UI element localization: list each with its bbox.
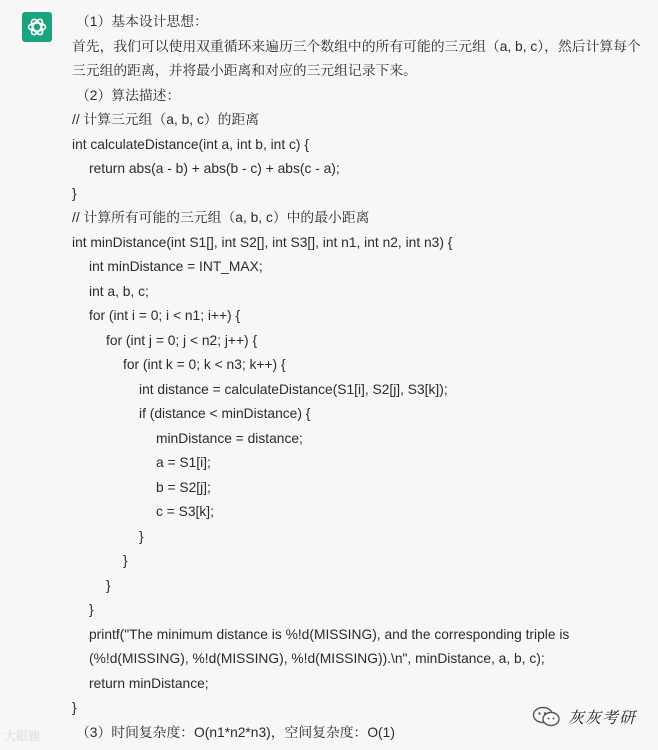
assistant-avatar bbox=[22, 12, 52, 42]
code-line: int distance = calculateDistance(S1[i], S2[j], S3[k]); bbox=[139, 381, 448, 397]
code-line: c = S3[k]; bbox=[156, 504, 214, 519]
watermark-right bbox=[532, 705, 636, 728]
code-line: a = S1[i]; bbox=[156, 455, 211, 470]
code-line: // 计算所有可能的三元组（a, b, c）中的最小距离 bbox=[72, 210, 370, 225]
code-line: int a, b, c; bbox=[89, 283, 149, 299]
wechat-icon bbox=[532, 706, 562, 728]
code-line: int minDistance(int S1[], int S2[], int S3[], int n1, int n2, int n3) { bbox=[72, 234, 453, 250]
watermark-left-text: 大眼鹿 bbox=[4, 729, 41, 743]
code-line: return minDistance; bbox=[89, 675, 209, 691]
paragraph-design-idea: 首先，我们可以使用双重循环来遍历三个数组中的所有可能的三元组（a, b, c），然后计算每个三元组的距离，并将最小距离和对应的三元组记录下来。 bbox=[72, 38, 641, 78]
code-line-printf: printf("The minimum distance is %!d(MISSING), and the corresponding triple is (%!d(MISSING), %!d(MISSING), %!d(MISSING)).\n", minDistance, a, b, c); bbox=[89, 626, 570, 666]
code-line: } bbox=[123, 553, 128, 568]
code-line: int calculateDistance(int a, int b, int c) { bbox=[72, 136, 309, 152]
code-line: int minDistance = INT_MAX; bbox=[89, 259, 263, 274]
code-line: b = S2[j]; bbox=[156, 479, 211, 495]
code-line: } bbox=[72, 700, 77, 715]
code-line: return abs(a - b) + abs(b - c) + abs(c - a); bbox=[89, 161, 340, 176]
assistant-message bbox=[72, 10, 652, 745]
section-heading-complexity: （3）时间复杂度：O(n1*n2*n3)，空间复杂度：O(1) bbox=[76, 724, 395, 740]
code-line: } bbox=[139, 528, 144, 544]
code-line: } bbox=[89, 602, 94, 617]
section-heading-algorithm: （2）算法描述： bbox=[76, 87, 181, 103]
code-line: for (int i = 0; i < n1; i++) { bbox=[89, 308, 241, 323]
code-line: minDistance = distance; bbox=[156, 430, 303, 446]
code-line: for (int k = 0; k < n3; k++) { bbox=[123, 357, 286, 372]
openai-logo-icon bbox=[22, 12, 52, 42]
code-line: // 计算三元组（a, b, c）的距离 bbox=[72, 112, 260, 127]
watermark-left bbox=[4, 727, 40, 744]
code-line: } bbox=[72, 185, 77, 201]
code-line: } bbox=[106, 577, 111, 593]
watermark-right-text: 灰灰考研 bbox=[567, 710, 636, 727]
code-line: for (int j = 0; j < n2; j++) { bbox=[106, 332, 258, 348]
code-line: if (distance < minDistance) { bbox=[139, 406, 311, 421]
section-heading-design: （1）基本设计思想： bbox=[76, 14, 208, 29]
